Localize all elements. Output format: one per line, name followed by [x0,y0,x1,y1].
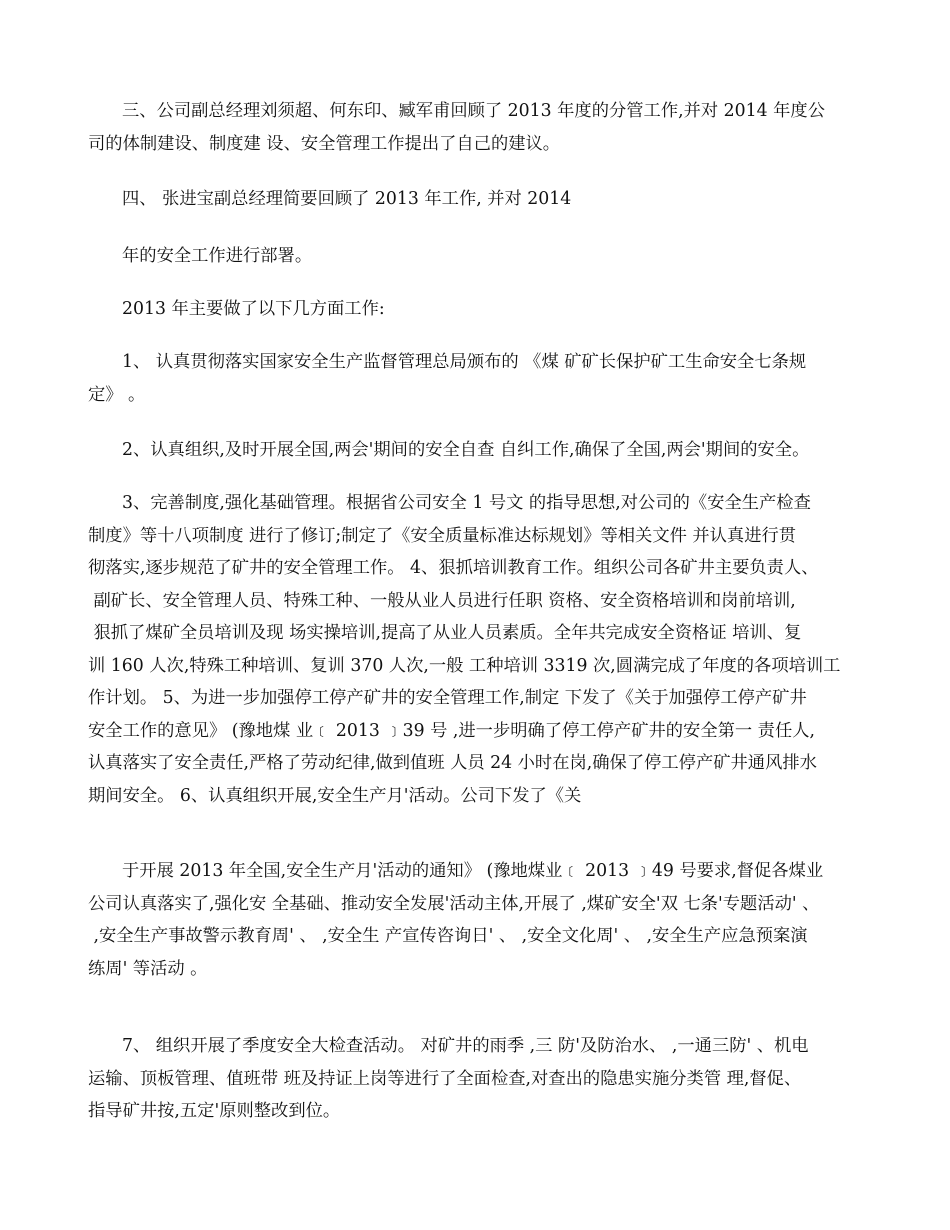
text-line: 认真落实了安全责任,严格了劳动纪律,做到值班 人员 24 小时在岗,确保了停工停产矿井通风排水 [88,753,817,773]
text-line: 安全工作的意见》 (豫地煤 业﹝ 2013 ﹞39 号 ,进一步明确了停工停产矿井的安全第一 责任人, [88,720,815,741]
text-line: 彻落实,逐步规范了矿井的安全管理工作。 4、狠抓培训教育工作。组织公司各矿井主要负责人、 [88,558,819,578]
paragraph-7 [88,487,868,812]
text-line: 司的体制建设、制度建 设、安全管理工作提出了自己的建议。 [88,133,561,154]
paragraph-9 [88,1030,868,1128]
text-line: 3、完善制度,强化基础管理。根据省公司安全 1 号文 的指导思想,对公司的《安全生产检查 [122,493,811,513]
text-line: 副矿长、安全管理人员、特殊工种、一般从业人员进行任职 资格、安全资格培训和岗前培训, [88,590,796,611]
text-line: 2、认真组织,及时开展全国,两会'期间的安全自查 自纠工作,确保了全国,两会'期间的安全。 [122,440,810,460]
paragraph-1 [88,95,868,160]
paragraph-8 [88,855,868,985]
text-line: 四、 张进宝副总经理简要回顾了 2013 年工作, 并对 2014 [122,189,572,209]
text-line: 于开展 2013 年全国,安全生产月'活动的通知》 (豫地煤业﹝ 2013 ﹞49 号要求,督促各煤业 [122,861,824,881]
text-line: 练周' 等活动 。 [88,958,208,979]
text-line: 作计划。 5、为进一步加强停工停产矿井的安全管理工作,制定 下发了《关于加强停工停产矿井 [88,688,807,708]
text-line: 定》 。 [88,384,146,405]
paragraph-4 [88,293,868,326]
text-line: 年的安全工作进行部署。 [122,246,313,266]
text-line: 三、公司副总经理刘须超、何东印、臧军甫回顾了 2013 年度的分管工作,并对 2014 年度公 [122,101,825,121]
paragraph-6 [88,434,868,467]
text-line: 运输、顶板管理、值班带 班及持证上岗等进行了全面检查,对查出的隐患实施分类管 理,督促、 [88,1068,802,1089]
text-line: 公司认真落实了,强化安 全基础、推动安全发展'活动主体,开展了 ,煤矿安全'双 七条'专题活动' 、 [88,893,820,914]
text-line: 1、 认真贯彻落实国家安全生产监督管理总局颁布的 《煤 矿矿长保护矿工生命安全七条规 [122,352,807,372]
paragraph-5 [88,346,868,411]
text-line: 指导矿井按,五定'原则整改到位。 [88,1101,341,1121]
paragraph-2 [88,183,868,216]
text-line: 期间安全。 6、认真组织开展,安全生产月'活动。公司下发了《关 [88,785,582,806]
text-line: 狠抓了煤矿全员培训及现 场实操培训,提高了从业人员素质。全年共完成安全资格证 培训、复 [88,623,802,643]
text-line: 制度》等十八项制度 进行了修订;制定了《安全质量标准达标规划》等相关文件 并认真进行贯 [88,525,797,546]
paragraph-3 [88,240,868,273]
text-line: 7、 组织开展了季度安全大检查活动。 对矿井的雨季 ,三 防'及防治水、 ,一通三防' 、机电 [122,1036,809,1056]
text-line: ,安全生产事故警示教育周' 、 ,安全生 产宣传咨询日' 、 ,安全文化周' 、 ,安全生产应急预案演 [88,926,808,946]
text-line: 2013 年主要做了以下几方面工作: [122,299,385,319]
text-line: 训 160 人次,特殊工种培训、复训 370 人次,一般 工种培训 3319 次,圆满完成了年度的各项培训工 [88,655,841,676]
